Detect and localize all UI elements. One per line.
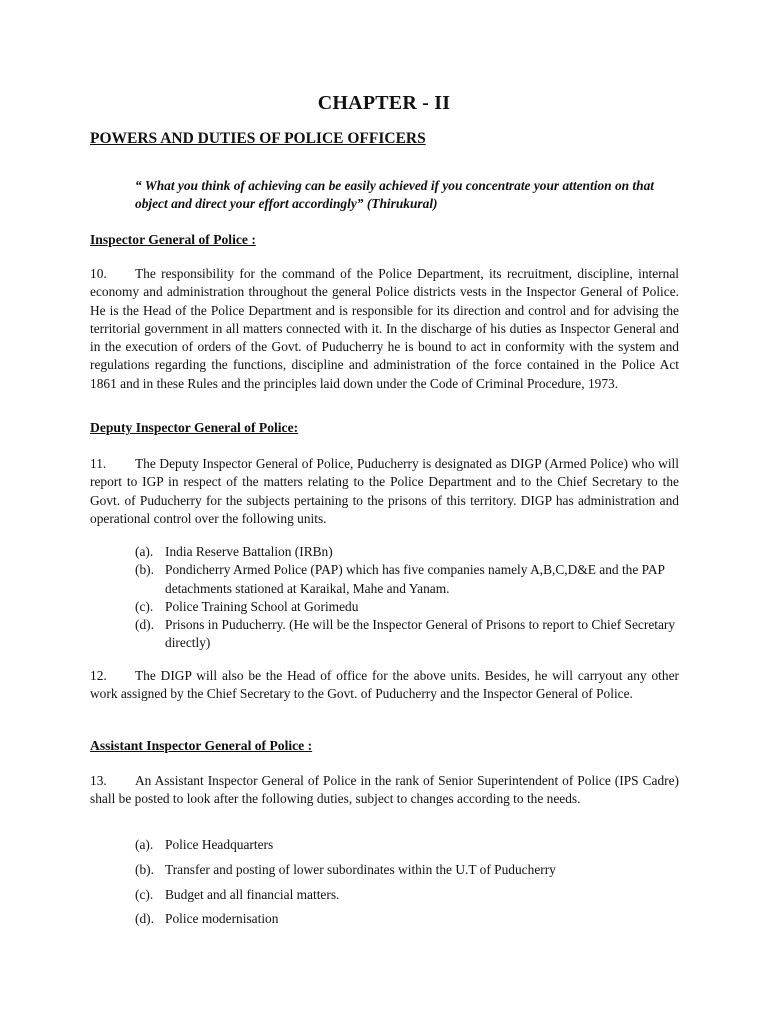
list-item-label: (a). — [135, 544, 154, 559]
paragraph-text: The DIGP will also be the Head of office for the above units. Besides, he will carryout any other work assigned by the Chief Secretary to the Govt. of Puducherry and the Inspector General of Police. — [90, 668, 679, 702]
epigraph-quote: “ What you think of achieving can be easily achieved if you concentrate your attention on that object and direct your effort accordingly” (Thirukural) — [135, 178, 655, 211]
list-item — [135, 910, 680, 928]
list-item-label: (a). — [135, 837, 154, 852]
paragraph-number: 11. — [90, 456, 107, 471]
list-item — [135, 543, 680, 561]
list-item-text: Police Training School at Gorimedu — [165, 598, 359, 614]
list-item — [135, 886, 680, 904]
list-item — [135, 616, 680, 653]
list-item-label: (b). — [135, 861, 154, 877]
list-item-label: (d). — [135, 911, 154, 927]
list-item-text: India Reserve Battalion (IRBn) — [165, 544, 333, 559]
digp-units-list — [135, 543, 680, 653]
list-item-text: Police modernisation — [165, 911, 279, 927]
aigp-heading: Assistant Inspector General of Police : — [90, 738, 313, 753]
list-item-text: Budget and all financial matters. — [165, 886, 340, 902]
list-item-text: Police Headquarters — [165, 837, 274, 852]
chapter-heading: CHAPTER - II — [317, 92, 451, 114]
paragraph-number: 10. — [90, 266, 107, 281]
aigp-duties-list — [135, 836, 680, 935]
paragraph-text: The Deputy Inspector General of Police, Puducherry is designated as DIGP (Armed Police) who will report to IGP in respect of the matters relating to the Police Department and to the Chief Secretary to the Govt. of Puducherry for the subjects pertaining to the prisons of this territory. DIGP has administration and operational control over the following units. — [90, 456, 679, 526]
list-item — [135, 861, 680, 879]
list-item — [135, 598, 680, 616]
list-item — [135, 561, 680, 598]
paragraph-text: An Assistant Inspector General of Police in the rank of Senior Superintendent of Police (IPS Cadre) shall be posted to look after the following duties, subject to changes according to the needs. — [90, 773, 679, 807]
chapter-title: POWERS AND DUTIES OF POLICE OFFICERS — [90, 130, 426, 147]
paragraph-text: The responsibility for the command of the Police Department, its recruitment, discipline, internal economy and administration throughout the general Police districts vests in the Inspector General of Police. He is the Head of the Police Department and is responsible for its direction and control and for advising the territorial government in all matters connected with it. In the discharge of his duties as Inspector General and in the execution of orders of the Govt. of Puducherry he is bound to act in conformity with the system and regulations regarding the functions, discipline and administration of the force contained in the Police Act 1861 and in these Rules and the principles laid down under the Code of Criminal Procedure, 1973. — [90, 266, 679, 391]
list-item-label: (c). — [135, 598, 154, 614]
paragraph-number: 12. — [90, 668, 107, 683]
aigp-paragraph — [90, 772, 679, 809]
list-item-text: Transfer and posting of lower subordinates within the U.T of Puducherry — [165, 861, 556, 877]
igp-heading: Inspector General of Police : — [90, 232, 256, 247]
list-item-text: Pondicherry Armed Police (PAP) which has five companies namely A,B,C,D&E and the PAP detachments stationed at Karaikal, Mahe and Yanam. — [165, 562, 665, 596]
list-item-label: (b). — [135, 562, 154, 578]
paragraph-number: 13. — [90, 773, 107, 788]
digp-paragraph — [90, 455, 679, 528]
digp-paragraph-2 — [90, 667, 679, 704]
list-item-text: Prisons in Puducherry. (He will be the Inspector General of Prisons to report to Chief Secretary directly) — [165, 617, 676, 651]
list-item — [135, 836, 680, 854]
list-item-label: (d). — [135, 617, 154, 633]
digp-heading: Deputy Inspector General of Police: — [90, 420, 299, 435]
list-item-label: (c). — [135, 886, 154, 902]
igp-paragraph — [90, 265, 679, 393]
